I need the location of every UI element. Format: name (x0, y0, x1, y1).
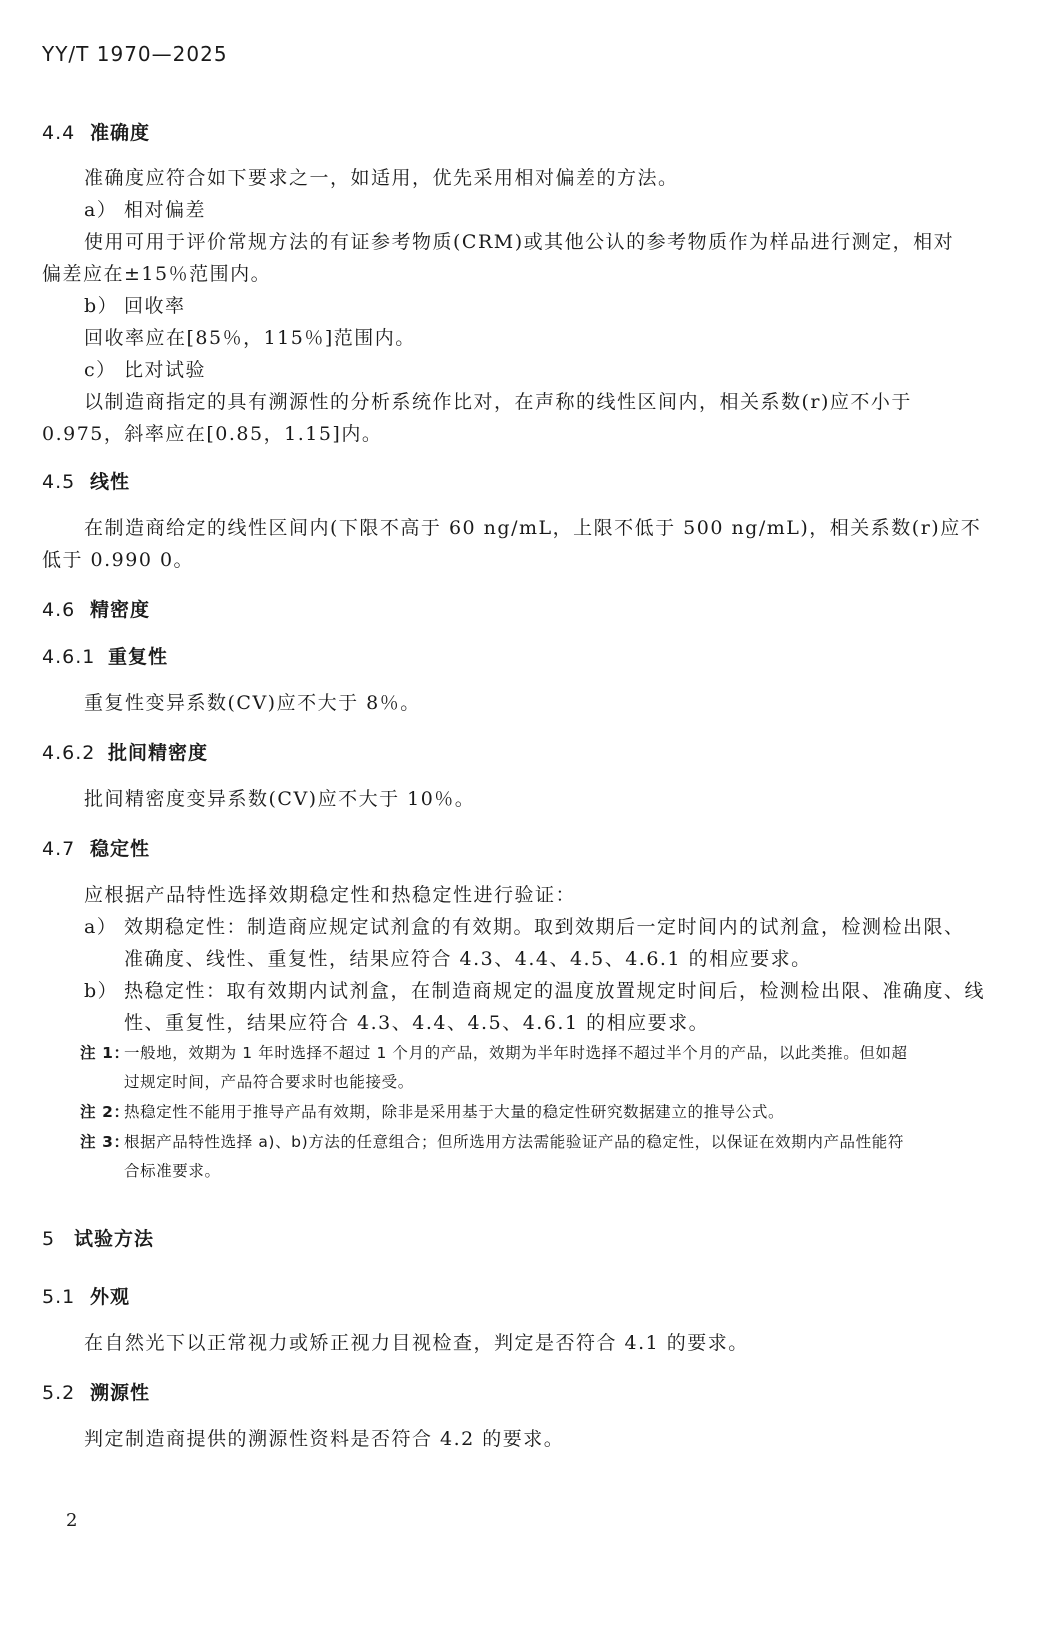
paragraph-line: 以制造商指定的具有溯源性的分析系统作比对，在声称的线性区间内，相关系数(r)应不小于 (84, 391, 912, 413)
paragraph-line: 性、重复性，结果应符合 4.3、4.4、4.5、4.6.1 的相应要求。 (124, 1012, 710, 1034)
list-title: 比对试验 (124, 359, 207, 381)
section-title: 溯源性 (90, 1382, 151, 1404)
paragraph-line: 判定制造商提供的溯源性资料是否符合 4.2 的要求。 (84, 1428, 565, 1450)
heading-4-6-2 (42, 738, 208, 765)
section-title: 稳定性 (90, 838, 151, 860)
paragraph-line: 在制造商给定的线性区间内(下限不高于 60 ng/mL，上限不低于 500 ng/mL)，相关系数(r)应不 (84, 517, 982, 539)
standard-code-header: YY/T 1970—2025 (42, 42, 228, 66)
paragraph-line: 偏差应在±15％范围内。 (42, 263, 272, 285)
list-label: b） (84, 295, 119, 317)
heading-5-1 (42, 1282, 130, 1309)
list-item-b-heading (84, 291, 186, 318)
note-label: 注 2： (80, 1103, 130, 1121)
section-number: 4.6 (42, 599, 76, 621)
heading-4-5 (42, 467, 130, 494)
list-item-b (84, 976, 985, 1003)
list-title: 回收率 (124, 295, 186, 317)
section-number: 4.6.1 (42, 646, 96, 668)
paragraph-line: 低于 0.990 0。 (42, 549, 195, 571)
list-label: b） (84, 980, 119, 1002)
paragraph-line: 应根据产品特性选择效期稳定性和热稳定性进行验证： (84, 884, 577, 906)
paragraph-line: 在自然光下以正常视力或矫正视力目视检查，判定是否符合 4.1 的要求。 (84, 1332, 749, 1354)
heading-4-7 (42, 834, 150, 861)
section-number: 5.2 (42, 1382, 76, 1404)
list-label: c） (84, 359, 117, 381)
heading-5 (42, 1224, 154, 1251)
heading-4-4 (42, 118, 150, 145)
list-item-a (84, 912, 965, 939)
section-title: 试验方法 (74, 1228, 155, 1250)
paragraph-line: 重复性变异系数(CV)应不大于 8％。 (84, 692, 421, 714)
heading-5-2 (42, 1378, 150, 1405)
paragraph-line: 回收率应在[85％，115％]范围内。 (84, 327, 416, 349)
section-title: 外观 (90, 1286, 131, 1308)
section-number: 4.5 (42, 471, 76, 493)
note-line: 过规定时间，产品符合要求时也能接受。 (124, 1073, 414, 1091)
note-text: 一般地，效期为 1 年时选择不超过 1 个月的产品，效期为半年时选择不超过半个月的产品，以此类推。但如超 (124, 1044, 908, 1062)
section-number: 5 (42, 1228, 56, 1250)
section-title: 精密度 (90, 599, 151, 621)
section-number: 5.1 (42, 1286, 76, 1308)
list-item-a-heading (84, 195, 206, 222)
note-text: 热稳定性不能用于推导产品有效期，除非是采用基于大量的稳定性研究数据建立的推导公式。 (124, 1103, 785, 1121)
note-label: 注 3： (80, 1133, 130, 1151)
note-2 (80, 1100, 784, 1122)
list-text: 热稳定性：取有效期内试剂盒，在制造商规定的温度放置规定时间后，检测检出限、准确度、线 (124, 980, 986, 1002)
section-number: 4.4 (42, 122, 76, 144)
note-text: 根据产品特性选择 a)、b)方法的任意组合；但所选用方法需能验证产品的稳定性，以保证在效期内产品性能符 (124, 1133, 904, 1151)
paragraph-line: 0.975，斜率应在[0.85，1.15]内。 (42, 423, 383, 445)
paragraph-line: 使用可用于评价常规方法的有证参考物质(CRM)或其他公认的参考物质作为样品进行测定，相对 (84, 231, 955, 253)
list-label: a） (84, 916, 118, 938)
heading-4-6 (42, 595, 150, 622)
page-number: 2 (66, 1510, 78, 1531)
note-line: 合标准要求。 (124, 1162, 221, 1180)
list-item-c-heading (84, 355, 206, 382)
note-3 (80, 1130, 904, 1152)
note-1 (80, 1041, 908, 1063)
list-label: a） (84, 199, 118, 221)
list-title: 相对偏差 (124, 199, 207, 221)
section-title: 线性 (90, 471, 131, 493)
section-title: 准确度 (90, 122, 151, 144)
paragraph-line: 批间精密度变异系数(CV)应不大于 10％。 (84, 788, 476, 810)
list-text: 效期稳定性：制造商应规定试剂盒的有效期。取到效期后一定时间内的试剂盒，检测检出限、 (124, 916, 965, 938)
heading-4-6-1 (42, 642, 168, 669)
paragraph-line: 准确度、线性、重复性，结果应符合 4.3、4.4、4.5、4.6.1 的相应要求。 (124, 948, 812, 970)
section-number: 4.6.2 (42, 742, 96, 764)
section-title: 批间精密度 (108, 742, 209, 764)
note-label: 注 1： (80, 1044, 130, 1062)
paragraph-4-4-intro: 准确度应符合如下要求之一，如适用，优先采用相对偏差的方法。 (84, 167, 679, 189)
section-title: 重复性 (108, 646, 169, 668)
section-number: 4.7 (42, 838, 76, 860)
